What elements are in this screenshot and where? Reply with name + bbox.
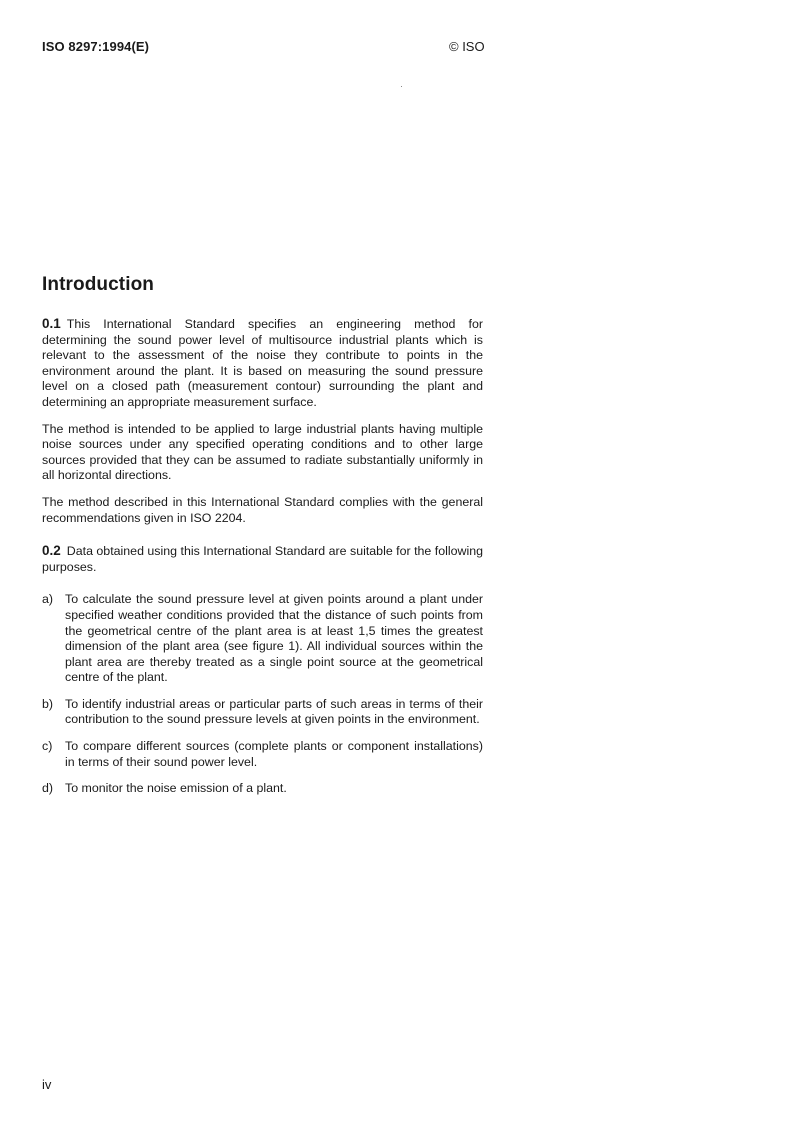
list-marker: a) [42, 592, 54, 607]
list-marker: d) [42, 781, 54, 796]
list-item [42, 739, 483, 770]
copyright-notice: © ISO [449, 39, 485, 54]
page-number: iv [42, 1077, 52, 1092]
section-number: 0.2 [42, 543, 61, 559]
list-marker: c) [42, 739, 53, 754]
paragraph: The method is intended to be applied to large industrial plants having multiple noise sources under any specified operating conditions and to other large sources provided that they can be assumed to radiate substantially uniformly in all horizontal directions. [42, 421, 483, 483]
page-title: Introduction [42, 274, 155, 295]
list-item-text: To calculate the sound pressure level at given points around a plant under specified weather conditions provided that the distance of such points from the geometrical centre of the plant area is at least 1,5 times the greatest dimension of the plant area (see figure 1). All individual sources within the plant area are thereby treated as a single point source at the geometrical centre of the plant. [65, 592, 483, 685]
document-id: ISO 8297:1994(E) [42, 39, 150, 54]
paragraph [42, 316, 483, 411]
list-item [42, 592, 483, 686]
list-item-text: To identify industrial areas or particular parts of such areas in terms of their contribution to the sound pressure levels at given points in the environment. [65, 696, 483, 727]
paragraph-text: Data obtained using this International Standard are suitable for the following purposes. [42, 544, 483, 574]
list-item [42, 781, 483, 797]
main-content [42, 316, 483, 808]
list-item [42, 697, 483, 728]
paragraph-text: This International Standard specifies an engineering method for determining the sound power level of multisource industrial plants which is relevant to the assessment of the noise they contribute to points in the environment around the plant. It is based on measuring the sound pressure level on a closed path (measurement contour) surrounding the plant and determining an appropriate measurement surface. [42, 317, 483, 409]
list-item-text: To compare different sources (complete plants or component installations) in terms of their sound power level. [65, 739, 483, 769]
list-item-text: To monitor the noise emission of a plant. [65, 781, 287, 796]
list-marker: b) [42, 696, 54, 711]
scan-speck [401, 86, 402, 87]
paragraph [42, 543, 483, 575]
section-number: 0.1 [42, 316, 61, 331]
paragraph: The method described in this International Standard complies with the general recommendations given in ISO 2204. [42, 494, 483, 525]
